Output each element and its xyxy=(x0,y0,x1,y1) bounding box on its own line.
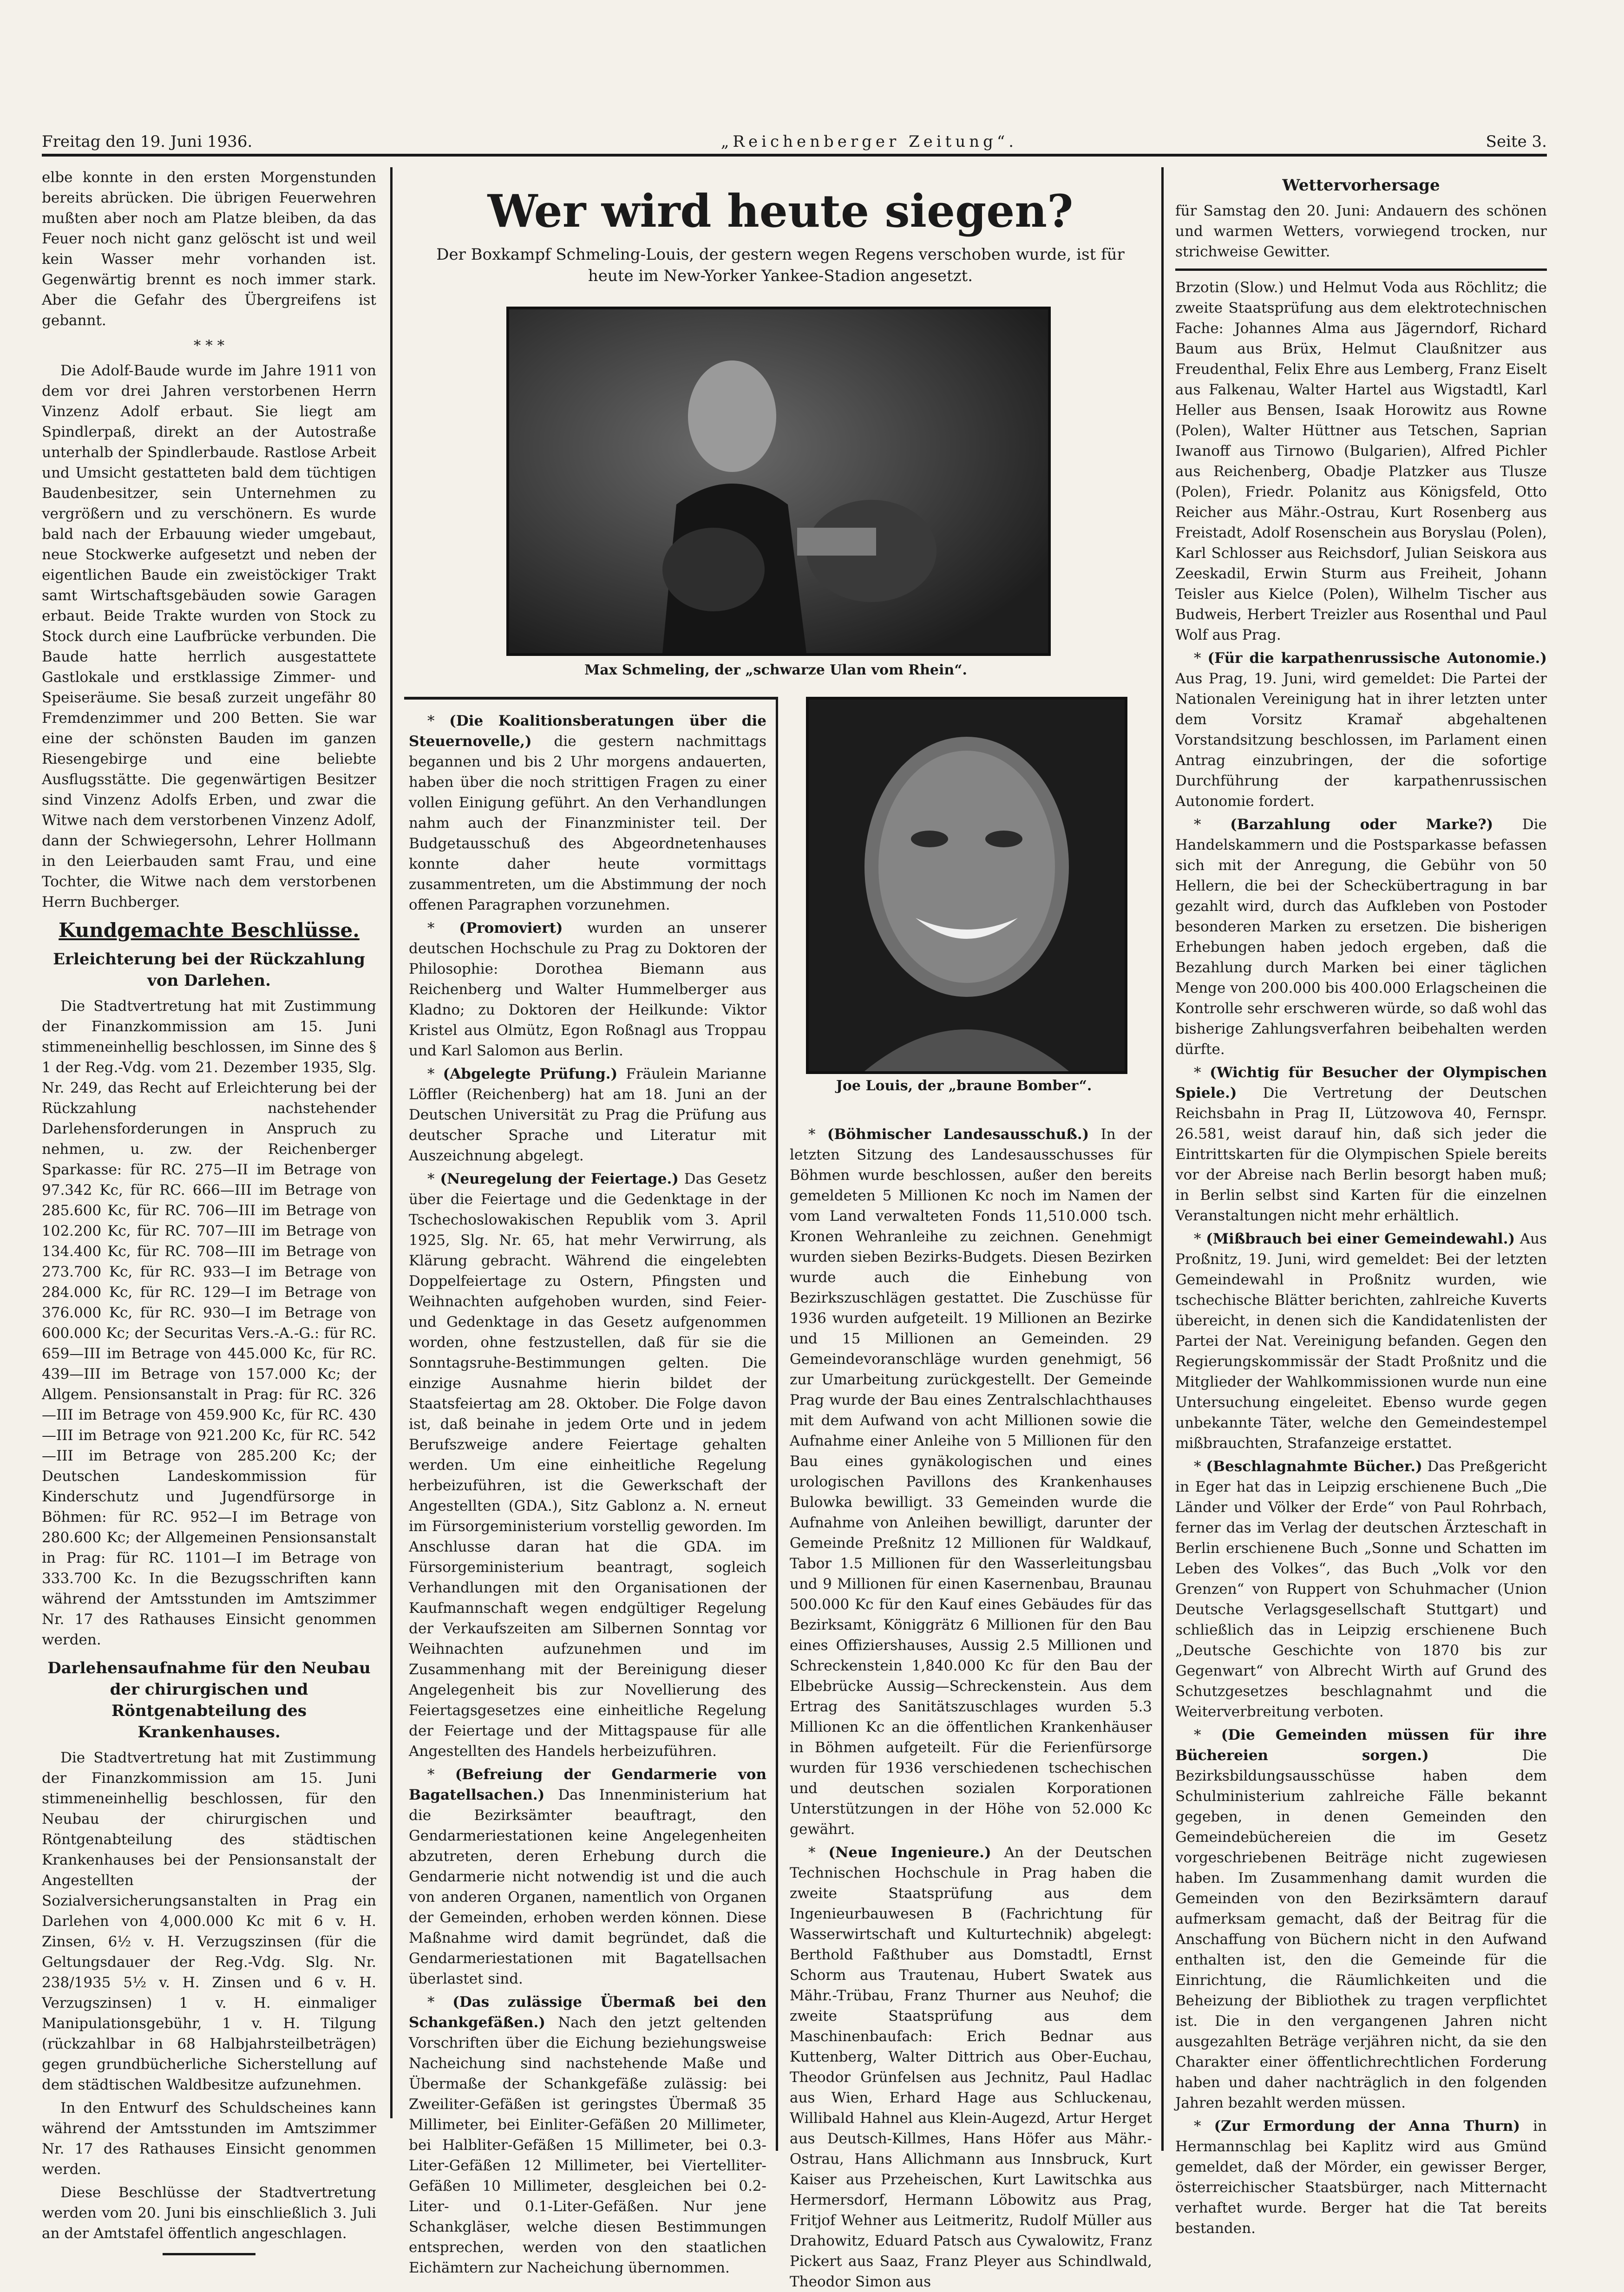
krankenhaus-paragraph: Die Stadtvertretung hat mit Zustimmung der Finanzkommission am 15. Juni stimmeneinhellig beschlossen, für den Neubau der chirurgischen und Röntgenabteilung des städtischen Krankenhauses bei der Pensionsanstalt der Angestellten der Sozialversicherungsanstalten in Prag ein Darlehen von 4,000.000 Kc mit 6 v. H. Zinsen, 6½ v. H. Verzugszinsen (für die Geltungsdauer der Reg.-Vdg. Slg. Nr. 238/1935 5½ v. H. Zinsen und 6 v. H. Verzugszinsen) 1 v. H. einmaliger Manipulationsgebühr, 1 v. H. Tilgung (rückzahlbar in 68 Halbjahrsteilbeträgen) gegen grundbücherliche Sicherstellung auf dem städtischen Waldbesitze aufzunehmen. xyxy=(42,1749,376,2093)
column-4 xyxy=(1175,167,1547,2237)
news-ingenieure: * (Neue Ingenieure.) An der Deutschen Technischen Hochschule in Prag haben die zweite Staatsprüfung aus dem Ingenieurbauwesen B (Fachrichtung für Wasserwirtschaft und Kulturtechnik) abgelegt: Berthold Faßthuber aus Domstadtl, Ernst Schorm aus Trautenau, Hubert Swatek aus Mähr.-Trübau, Franz Thurner aus Neuhof; die zweite Staatsprüfung aus dem Maschinenbaufach: Erich Bednar aus Kuttenberg, Walter Dittrich aus Ober-Euchau, Theodor Grünfelsen aus Jechnitz, Paul Hadlac aus Wien, Erhard Hage aus Schluckenau, Willibald Hahnel aus Klein-Augezd, Artur Herget aus Deutsch-Killmes, Hans Höfer aus Mähr.-Ostrau, Hans Allichmann aus Innsbruck, Kurt Kaiser aus Przeheischen, Kurt Lawitschka aus Hermersdorf, Hermann Löbowitz aus Prag, Fritjof Wehner aus Leitmeritz, Rudolf Müller aus Drahowitz, Eduard Patsch aus Cywalowitz, Franz Pickert aus Saaz, Franz Pleyer aus Schindlwald, Theodor Simon aus xyxy=(790,1844,1152,2290)
weather-heading: Wettervorhersage xyxy=(1282,176,1440,195)
column-divider-2 xyxy=(776,697,778,2151)
photo-louis xyxy=(806,697,1127,1074)
boxer-photo-illustration xyxy=(509,309,1048,653)
subheading-darlehen: Erleichterung bei der Rückzahlung von Darlehen. xyxy=(53,950,365,990)
photo-schmeling xyxy=(506,307,1051,656)
news-karpathen: * (Für die karpathenrussische Autonomie.) Aus Prag, 19. Juni, wird gemeldet: Die Partei der Nationalen Vereinigung hat in ihrer letzten unter dem Vorsitz Kramař abgehaltenen Vorstandsitzung beschlossen, im Parlament einen Antrag einzubringen, der die sofortige Durchführung der karpathenrussischen Autonomie fordert. xyxy=(1175,650,1547,810)
news-buecher: * (Beschlagnahmte Bücher.) Das Preßgericht in Eger hat das in Leipzig erschienene Buch „Die Länder und Völker der Erde“ von Paul Rohrbach, ferner das im Verlag der deutschen Ärzteschaft in Berlin erschienene Buch „Sonne und Schatten im Leben des Volkes“, das Buch „Volk vor den Grenzen“ von Ruppert von Schuhmacher (Union Deutsche Verlagsgesellschaft Stuttgart) und schließlich das in Leipzig erschienene Buch „Deutsche Geschichte von 1870 bis zur Gegenwart“ von Albrecht Wirth auf Grund des Schutzgesetzes beschlagnahmt und die Weiterverbreitung verboten. xyxy=(1175,1458,1547,1720)
schuldschein-paragraph: In den Entwurf des Schuldscheines kann während der Amtsstunden im Amtszimmer Nr. 17 des Rathauses Einsicht genommen werden. xyxy=(42,2100,376,2178)
news-buechereien: * (Die Gemeinden müssen für ihre Büchereien sorgen.) Die Bezirksbildungsausschüsse haben dem Schulministerium zahlreiche Fälle bekannt gegeben, in denen Gemeinden den Gemeindebüchereien die im Gesetz vorgeschriebenen Beiträge nicht zugewiesen haben. Im Zusammenhang damit wurden die Gemeinden von den Bezirksämtern darauf aufmerksam gemacht, daß der Beitrag für die Anschaffung von Büchern nicht in den Aufwand enthalten ist, den die Gemeinde für die Einrichtung, die Räumlichkeiten und die Beheizung der Bibliothek zu tragen verpflichtet ist. Die in den vergangenen Jahren nicht ausgezahlten Beträge verjähren nicht, da sie den Charakter einer öffentlichrechtlichen Forderung haben und daher nachträglich in den folgenden Jahren bezahlt werden müssen. xyxy=(1175,1727,1547,2111)
news-koalition: * (Die Koalitionsberatungen über die Steuernovelle,) die gestern nachmittags begannen und bis 2 Uhr morgens andauerten, haben über die noch strittigen Fragen zu einer vollen Einigung geführt. An den Verhandlungen nahm auch der Finanzminister teil. Der Budgetausschuß des Abgeordnetenhauses konnte daher heute vormittags zusammentreten, um die Abstimmung der noch offenen Paragraphen vorzunehmen. xyxy=(409,713,766,913)
beschluesse-paragraph: Diese Beschlüsse der Stadtvertretung werden vom 20. Juni bis einschließlich 3. Juli an der Amtstafel öffentlich angeschlagen. xyxy=(42,2184,376,2242)
headline-subtitle: Der Boxkampf Schmeling-Louis, der gestern wegen Regens verschoben wurde, ist für heute im New-Yorker Yankee-Stadion angesetzt. xyxy=(436,245,1125,285)
section-heading-beschluesse: Kundgemachte Beschlüsse. xyxy=(59,919,360,942)
section-stars: * * * xyxy=(193,337,225,354)
ingenieure-continued: Brzotin (Slow.) und Helmut Voda aus Röchlitz; die zweite Staatsprüfung aus dem elektrotechnischen Fache: Johannes Alma aus Jägerndorf, Richard Baum aus Brüx, Helmut Claußnitzer aus Freudenthal, Felix Ehre aus Lemberg, Franz Eiselt aus Falkenau, Walter Hartel aus Wigstadtl, Karl Heller aus Bensen, Isaak Horowitz aus Rowne (Polen), Walter Hüttner aus Tetschen, Saprian Iwanoff aus Tirnowo (Bulgarien), Alfred Pichler aus Reichenberg, Obadje Platzker aus Tlusze (Polen), Friedr. Polanitz aus Königsfeld, Otto Reicher aus Mähr.-Ostrau, Kurt Rosenberg aus Freistadt, Adolf Rosenschein aus Boryslau (Polen), Karl Schlosser aus Reichsdorf, Julian Seiskora aus Zeeskadil, Erwin Sturm aus Freiheit, Johann Teisler aus Kielce (Polen), Wilhelm Tischer aus Budweis, Herbert Treizler aus Rosenthal und Paul Wolf aus Prag. xyxy=(1175,279,1547,643)
page-header xyxy=(42,123,1547,157)
column-end-rule xyxy=(163,2253,255,2255)
header-paper-name: „Reichenberger Zeitung“. xyxy=(720,132,1018,151)
boxer-portrait-illustration xyxy=(809,700,1125,1071)
column-2 xyxy=(409,711,766,2276)
adolf-baude-article: Die Adolf-Baude wurde im Jahre 1911 von dem vor drei Jahren verstorbenen Herrn Vinzenz Adolf erbaut. Sie liegt am Spindlerpaß, direkt an der Autostraße unterhalb der Spindlerbaude. Rastlose Arbeit und Umsicht gestatteten bald dem tüchtigen Baudenbesitzer, sein Unternehmen zu vergrößern und zu verschönern. Es wurde bald nach der Erbauung wieder umgebaut, neue Stockwerke aufgesetzt und neben der eigentlichen Baude ein zweistöckiger Trakt samt Wirtschaftsgebäuden sowie Garagen erbaut. Beide Trakte wurden von Stock zu Stock durch eine Laufbrücke verbunden. Die Baude hatte herrlich ausgestattete Gastlokale und erstklassige Zimmer- und Speiseräume. Sie besaß zurzeit ungefähr 80 Fremdenzimmer und 200 Betten. Sie war eine der schönsten Bauden im ganzen Riesengebirge und eine beliebte Ausflugsstätte. Die gegenwärtigen Besitzer sind Vinzenz Adolfs Erben, und zwar die Witwe nach dem verstorbenen Vinzenz Adolf, dann der Schwiegersohn, Lehrer Hollmann in den Leierbauden samt Frau, und eine Tochter, die Witwe nach dem verstorbenen Herrn Buchberger. xyxy=(42,362,376,910)
news-ermordung: * (Zur Ermordung der Anna Thurn) in Hermannschlag bei Kaplitz wird aus Gmünd gemeldet, daß der Mörder, ein gewisser Berger, österreichischer Staatsbürger, nach Mitternacht verhaftet wurde. Berger hat die Tat bereits bestanden. xyxy=(1175,2118,1547,2237)
caption-louis: Joe Louis, der „braune Bomber“. xyxy=(836,1078,1092,1094)
header-date: Freitag den 19. Juni 1936. xyxy=(42,132,253,151)
weather-forecast: für Samstag den 20. Juni: Andauern des schönen und warmen Wetters, vorwiegend trocken, nur strichweise Gewitter. xyxy=(1175,203,1547,260)
caption-schmeling: Max Schmeling, der „schwarze Ulan vom Rhein“. xyxy=(584,662,967,678)
header-page-number: Seite 3. xyxy=(1486,132,1547,151)
news-olympia: * (Wichtig für Besucher der Olympischen Spiele.) Die Vertretung der Deutschen Reichsbahn in Prag II, Lützowova 40, Fernspr. 26.581, weist darauf hin, daß sich jeder die Eintrittskarten für die Olympischen Spiele bereits vor der Abreise nach Berlin besorgt haben muß; in Berlin selbst sind Karten für die einzelnen Veranstaltungen nicht mehr erhältlich. xyxy=(1175,1064,1547,1224)
center-horizontal-rule xyxy=(404,697,776,700)
news-gemeindewahl: * (Mißbrauch bei einer Gemeindewahl.) Aus Proßnitz, 19. Juni, wird gemeldet: Bei der letzten Gemeindewahl in Proßnitz wurden, wie tschechische Blätter berichten, zahlreiche Kuverts übereicht, in denen sich die Kandidatenlisten der Partei der Nat. Vereinigung befanden. Gegen den Regierungskommissär der Stadt Proßnitz und die Mitglieder der Wahlkommissionen wurde nun eine Untersuchung eingeleitet. Ebenso wurde gegen unbekannte Täter, welche den Gemeindestempel mißbrauchten, Strafanzeige erstattet. xyxy=(1175,1231,1547,1452)
column-1 xyxy=(42,167,376,2242)
news-feiertage: * (Neuregelung der Feiertage.) Das Gesetz über die Feiertage und die Gedenktage in der Tschechoslowakischen Republik vom 3. April 1925, Slg. Nr. 65, hat mehr Verwirrung, als Klärung gebracht. Während die eingelebten Doppelfeiertage zu Ostern, Pfingsten und Weihnachten aufgehoben wurden, sind Feier- und Gedenktage in das Gesetz aufgenommen worden, ohne festzustellen, daß für sie die Sonntagsruhe-Bestimmungen gelten. Die einzige Ausnahme hierin bildet der Staatsfeiertag am 28. Oktober. Die Folge davon ist, daß beinahe in jedem Orte und in jedem Berufszweige andere Feiertage gehalten werden. Um eine einheitliche Regelung herbeizuführen, ist die Gewerkschaft der Angestellten (GDA.), Sitz Gablonz a. N. erneut im Fürsorgeministerium vorstellig geworden. Im Anschlusse daran hat die GDA. im Fürsorgeministerium beantragt, sogleich Verhandlungen mit den Organisationen der Kaufmannschaft wegen endgültiger Regelung der Verkaufszeiten am Silbernen Sonntag vor Weihnachten aufzunehmen und im Zusammenhang mit der Bereinigung dieser Angelegenheit bis zur Novellierung des Feiertagsgesetzes eine einheitliche Regelung der Feiertage und der Mittagspause für alle Angestellten des Handels herbeizuführen. xyxy=(409,1171,766,1760)
column-divider-3 xyxy=(1161,167,1164,2151)
darlehen-paragraph: Die Stadtvertretung hat mit Zustimmung der Finanzkommission am 15. Juni stimmeneinhellig beschlossen, im Sinne des § 1 der Reg.-Vdg. vom 21. Dezember 1935, Slg. Nr. 249, das Recht auf Erleichterung bei der Rückzahlung nachstehender Darlehensforderungen in Anspruch zu nehmen, u. zw. der Reichenberger Sparkasse: für RC. 275—II im Betrage von 97.342 Kc, für RC. 666—III im Betrage von 285.600 Kc, für RC. 706—III im Betrage von 102.200 Kc, für RC. 707—III im Betrage von 134.400 Kc, für RC. 708—III im Betrage von 273.700 Kc, für RC. 933—I im Betrage von 284.000 Kc, für RC. 129—I im Betrage von 376.000 Kc, für RC. 930—I im Betrage von 600.000 Kc; der Securitas Vers.-A.-G.: für RC. 659—III im Betrage von 445.000 Kc, für RC. 439—III im Betrage von 157.000 Kc; der Allgem. Pensionsanstalt in Prag: für RC. 326—III im Betrage von 459.900 Kc, für RC. 430—III im Betrage von 921.200 Kc, für RC. 542—III im Betrage von 285.200 Kc; der Deutschen Landeskommission für Kinderschutz und Jugendfürsorge in Böhmen: für RC. 952—I im Betrage von 280.600 Kc; der Allgemeinen Pensionsanstalt in Prag: für RC. 1101—I im Betrage von 333.700 Kc. In die Bezugsschriften kann während der Amtsstunden im Amtszimmer Nr. 17 des Rathauses Einsicht genommen werden. xyxy=(42,998,376,1648)
weather-rule xyxy=(1175,268,1547,271)
column-divider-1 xyxy=(390,167,393,2118)
fire-article-end: elbe konnte in den ersten Morgenstunden bereits abrücken. Die übrigen Feuerwehren mußten aber noch am Platze bleiben, da das Feuer noch nicht ganz gelöscht ist und weil kein Wasser mehr vorhanden ist. Gegenwärtig brennt es noch immer stark. Aber die Gefahr des Übergreifens ist gebannt. xyxy=(42,169,376,329)
column-3 xyxy=(790,1124,1153,2290)
news-pruefung: * (Abgelegte Prüfung.) Fräulein Marianne Löffler (Reichenberg) hat am 18. Juni an der Deutschen Universität zu Prag die Prüfung aus deutscher Sprache und Literatur mit Auszeichnung abgelegt. xyxy=(409,1066,766,1164)
news-promoviert: * (Promoviert) wurden an unserer deutschen Hochschule zu Prag zu Doktoren der Philosophie: Dorothea Biemann aus Reichenberg und Walter Hummelberger aus Kladno; zu Doktoren der Heilkunde: Viktor Kristel aus Olmütz, Egon Roßnagl aus Troppau und Karl Salomon aus Berlin. xyxy=(409,920,766,1059)
news-gendarmerie: * (Befreiung der Gendarmerie von Bagatellsachen.) Das Innenministerium hat die Bezirksämter beauftragt, den Gendarmeriestationen keine Angelegenheiten abzutreten, deren Erhebung durch die Gendarmerie nicht notwendig ist und die auch von anderen Organen, namentlich von Organen der Gemeinden, erhoben werden können. Diese Maßnahme wird damit begründet, daß die Gendarmeriestationen mit Bagatellsachen überlastet sind. xyxy=(409,1766,766,1987)
news-barzahlung: * (Barzahlung oder Marke?) Die Handelskammern und die Postsparkasse befassen sich mit der Anregung, die Gebühr von 50 Hellern, die bei der Scheckübertragung in bar gezahlt wird, durch das Aufkleben von Postoder besonderen Marken zu ersetzen. Die bisherigen Erhebungen haben jedoch ergeben, daß die Bezahlung durch Marken bei einer täglichen Menge von 200.000 bis 400.000 Erlagscheinen die Kontrolle sehr erschweren würde, so daß wohl das bisherige Zahlungsverfahren beibehalten werden dürfte. xyxy=(1175,816,1547,1058)
headline: Wer wird heute siegen? xyxy=(487,185,1074,237)
news-landesausschuss: * (Böhmischer Landesausschuß.) In der letzten Sitzung des Landesausschusses für Böhmen wurde beschlossen, außer den bereits gemeldeten 5 Millionen Kc noch im Namen der vom Land verwalteten Fonds 11,510.000 tsch. Kronen Wehranleihe zu zeichnen. Genehmigt wurden sieben Bezirks-Budgets. Diesen Bezirken wurde auch die Einhebung von Bezirkszuschlägen gestattet. Die Zuschüsse für 1936 wurden aufgeteilt. 19 Millionen an Bezirke und 15 Millionen an Gemeinden. 29 Gemeindevoranschläge wurden genehmigt, 56 zur Umarbeitung zurückgestellt. Der Gemeinde Prag wurde der Bau eines Zentralschlachthauses mit dem Aufwand von acht Millionen sowie die Aufnahme einer Anleihe von 5 Millionen für den Bau eines gynäkologischen und eines urologischen Pavillons des Krankenhauses Bulowka bewilligt. 33 Gemeinden wurde die Aufnahme von Anleihen bewilligt, darunter der Gemeinde Preßnitz 12 Millionen für Waldkauf, Tabor 1.5 Millionen für den Wasserleitungsbau und 9 Millionen für einen Kasernenbau, Braunau 500.000 Kc für den Kauf eines Gebäudes für das Bezirksamt, Königgrätz 6 Millionen für den Bau eines Offiziershauses, Aussig 2.5 Millionen und Schreckenstein 1,840.000 Kc für den Bau der Elbebrücke Aussig—Schreckenstein. Aus dem Ertrag des Sanitätszuschlages wurden 5.3 Millionen Kc an die öffentlichen Krankenhäuser in Böhmen aufgeteilt. Für die Ferienfürsorge wurden für 1936 verschiedenen tschechischen und deutschen sozialen Korporationen Unterstützungen in der Höhe von 52.000 Kc gewährt. xyxy=(790,1126,1153,1838)
subheading-krankenhaus: Darlehensaufnahme für den Neubau der chirurgischen und Röntgenabteilung des Krankenhauses. xyxy=(47,1659,371,1742)
news-schankgefaesse: * (Das zulässige Übermaß bei den Schankgefäßen.) Nach den jetzt geltenden Vorschriften über die Eichung beziehungsweise Nacheichung sind nachstehende Maße und Übermaße der Schankgefäße zulässig: bei Zweiliter-Gefäßen ist geringstes Übermaß 35 Millimeter, bei Einliter-Gefäßen 20 Millimeter, bei Halbliter-Gefäßen 15 Millimeter, bei 0.3-Liter-Gefäßen 12 Millimeter, bei Viertelliter-Gefäßen 10 Millimeter, desgleichen bei 0.2-Liter- und 0.1-Liter-Gefäßen. Nur jene Schankgläser, welche diesen Bestimmungen entsprechen, werden von den staatlichen Eichämtern zur Nacheichung übernommen. xyxy=(409,1994,766,2276)
